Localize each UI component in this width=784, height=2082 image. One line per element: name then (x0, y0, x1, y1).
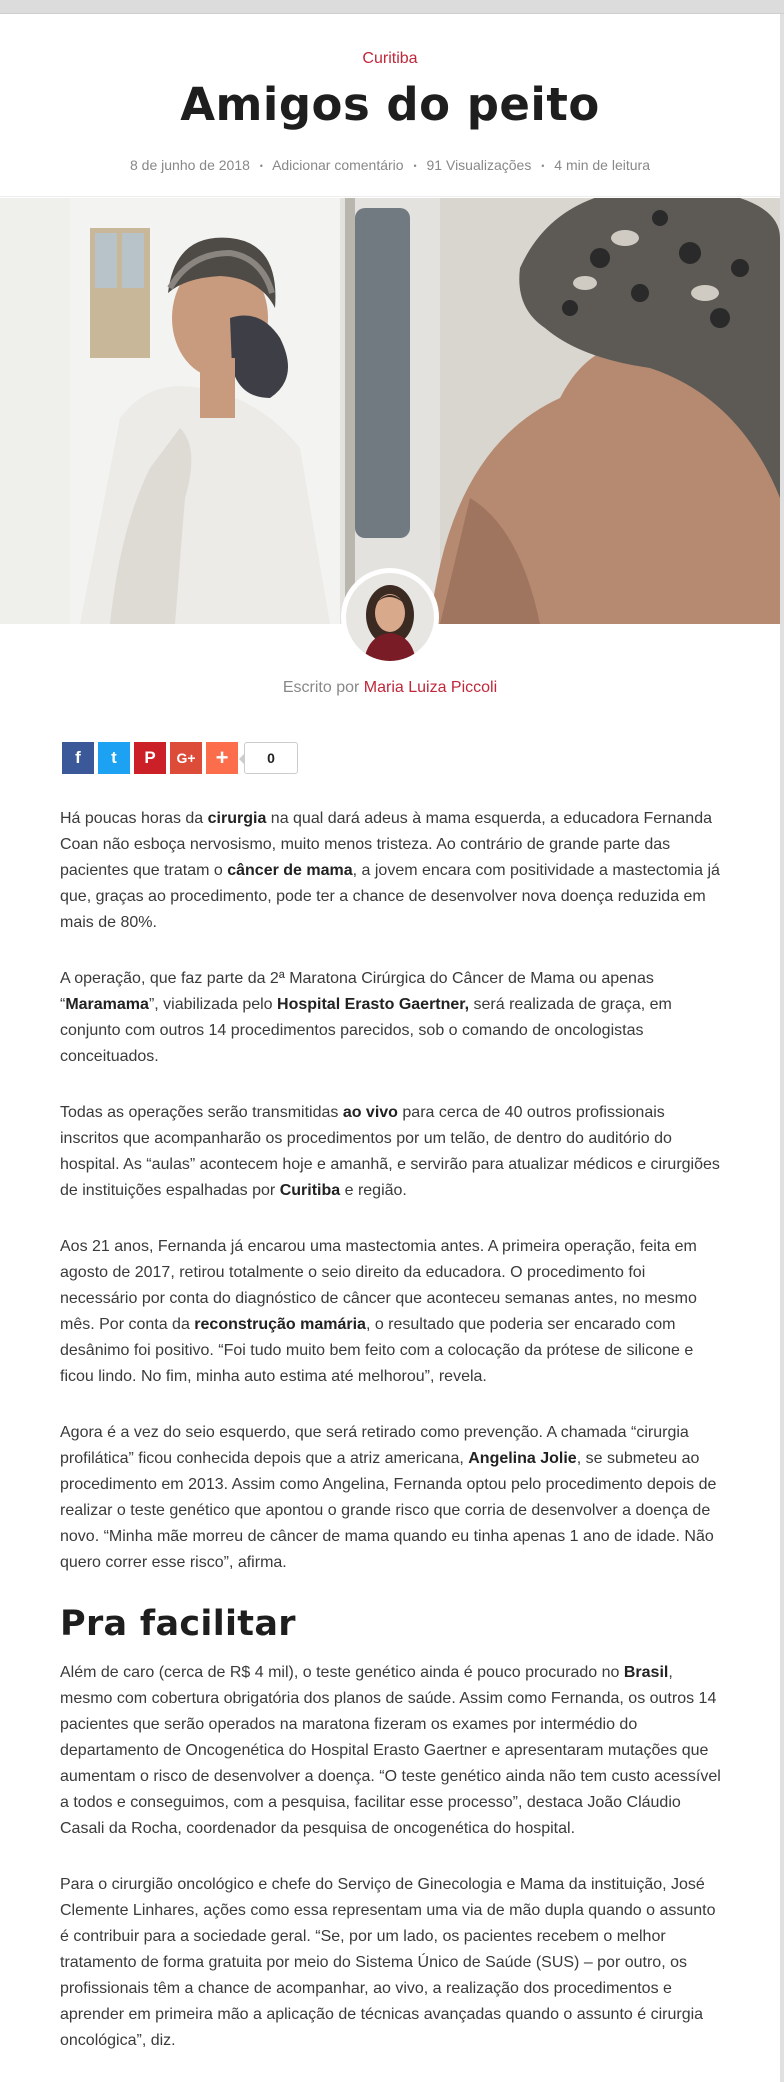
meta-separator: • (541, 161, 545, 172)
meta-separator: • (259, 161, 263, 172)
header-divider (0, 196, 780, 197)
page-title: Amigos do peito (180, 78, 600, 131)
read-time: 4 min de leitura (554, 157, 650, 173)
byline (0, 679, 780, 697)
share-count: 0 (244, 742, 298, 774)
pinterest-icon: P (144, 748, 156, 767)
twitter-icon: t (111, 748, 117, 767)
paragraph: Agora é a vez do seio esquerdo, que será retirado como prevenção. A chamada “cirurgia profilática” ficou conhecida depois que a atriz americana, Angelina Jolie, se submeteu ao procedimento em 2013. Assim como Angelina, Fernanda optou pelo procedimento depois de realizar o teste genético que apontou o grande risco que corria de desenvolver a doença de novo. “Minha mãe morreu de câncer de mama quando eu tinha apenas 1 ano de idade. Não quero correr esse risco”, afirma. (60, 1424, 717, 1571)
article-page (0, 14, 780, 2082)
section-heading: Pra facilitar (60, 1604, 296, 1644)
facebook-share-button[interactable] (62, 742, 94, 774)
article-body (60, 806, 724, 2082)
byline-prefix: Escrito por (282, 679, 360, 696)
paragraph: Aos 21 anos, Fernanda já encarou uma mastectomia antes. A primeira operação, feita em agosto de 2017, retirou totalmente o seio direito da educadora. O procedimento foi necessário por conta do diagnóstico de câncer que aconteceu semanas antes, no mesmo mês. Por conta da reconstrução mamária, o resultado que poderia ser encarado com desânimo foi positivo. “Foi tudo muito bem feito com a colocação da prótese de silicone e ficou lindo. No fim, minha auto estima até melhorou”, revela. (60, 1238, 697, 1385)
plus-icon: + (215, 745, 229, 770)
paragraph: Há poucas horas da cirurgia na qual dará adeus à mama esquerda, a educadora Fernanda Coan não esboça nervosismo, muito menos tristeza. Ao contrário de grande parte das pacientes que tratam o câncer de mama, a jovem encara com positividade a mastectomia já que, graças ao procedimento, pode ter a chance de desenvolver nova doença reduzida em mais de 80%. (60, 810, 720, 931)
paragraph: A operação, que faz parte da 2ª Maratona Cirúrgica do Câncer de Mama ou apenas “Maramama”, viabilizada pelo Hospital Erasto Gaertner, será realizada de graça, em conjunto com outros 14 procedimentos parecidos, sob o comando de oncologistas conceituados. (60, 970, 672, 1065)
paragraph: Para o cirurgião oncológico e chefe do Serviço de Ginecologia e Mama da instituição, José Clemente Linhares, ações como essa representam uma via de mão dupla quando o assunto é contribuir para a sociedade geral. “Se, por um lado, os pacientes recebem o melhor tratamento de forma gratuita por meio do Sistema Único de Saúde (SUS) – por outro, os profissionais têm a chance de acompanhar, ao vivo, a realização dos procedimentos e aprender em primeira mão a aplicação de técnicas avançadas quando o assunto é cirurgia oncológica”, diz. (60, 1876, 716, 2049)
author-portrait (346, 573, 434, 661)
author-avatar[interactable] (341, 568, 439, 666)
meta-separator: • (413, 161, 417, 172)
facebook-icon: f (75, 748, 81, 767)
paragraph: Todas as operações serão transmitidas ao vivo para cerca de 40 outros profissionais inscritos que acompanharão os procedimentos por um telão, de dentro do auditório do hospital. As “aulas” acontecem hoje e amanhã, e servirão para atualizar médicos e cirurgiões de instituições espalhadas por Curitiba e região. (60, 1104, 720, 1199)
article-meta (0, 157, 780, 173)
pinterest-share-button[interactable] (134, 742, 166, 774)
add-comment-link[interactable]: Adicionar comentário (272, 157, 404, 173)
twitter-share-button[interactable] (98, 742, 130, 774)
article-header (0, 14, 780, 173)
author-link[interactable]: Maria Luiza Piccoli (363, 679, 498, 696)
view-count: 91 Visualizações (426, 157, 532, 173)
category-link[interactable]: Curitiba (362, 50, 418, 67)
hero-photo-illustration (0, 198, 780, 624)
googleplus-icon: G+ (176, 750, 196, 766)
scrollbar[interactable] (780, 14, 784, 2082)
share-bar (62, 742, 298, 776)
googleplus-share-button[interactable] (170, 742, 202, 774)
paragraph: Além de caro (cerca de R$ 4 mil), o teste genético ainda é pouco procurado no Brasil, mesmo com cobertura obrigatória dos planos de saúde. Assim como Fernanda, os outros 14 pacientes que serão operados na maratona fizeram os exames por intermédio do departamento de Oncogenética do Hospital Erasto Gaertner e apresentaram mutações que aumentam o risco de desenvolver a doença. “O teste genético ainda não tem custo acessível a todos e conseguimos, com a pesquisa, facilitar esse processo”, destaca João Cláudio Casali da Rocha, coordenador da pesquisa de oncogenética do hospital. (60, 1664, 721, 1837)
publish-date: 8 de junho de 2018 (130, 157, 250, 173)
browser-top-strip (0, 0, 784, 14)
hero-image (0, 198, 780, 624)
more-share-button[interactable] (206, 742, 238, 774)
